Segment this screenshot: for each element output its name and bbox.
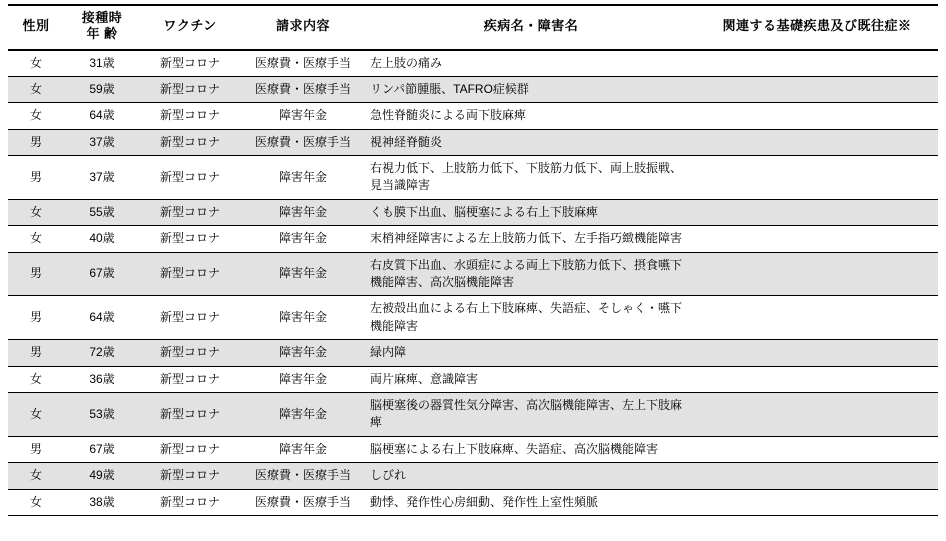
cell-disease: 左被殻出血による右上下肢麻痺、失語症、そしゃく・嚥下機能障害: [366, 296, 696, 340]
cell-claim: 障害年金: [240, 156, 366, 200]
cell-disease: しびれ: [366, 463, 696, 489]
table-row: [8, 199, 938, 225]
column-header-age-line2: 年 齢: [86, 26, 118, 42]
cell-underlying: [696, 436, 938, 462]
cell-disease: 視神経脊髄炎: [366, 129, 696, 155]
cell-sex: 男: [8, 296, 64, 340]
cell-claim: 障害年金: [240, 436, 366, 462]
cell-underlying: [696, 340, 938, 366]
cell-sex: 女: [8, 103, 64, 129]
column-header-vaccine: ワクチン: [140, 5, 240, 50]
table-row: [8, 252, 938, 296]
cell-age: 31歳: [64, 50, 140, 77]
table-row: [8, 50, 938, 77]
cell-underlying: [696, 252, 938, 296]
cell-claim: 医療費・医療手当: [240, 76, 366, 102]
cell-claim: 医療費・医療手当: [240, 463, 366, 489]
cell-sex: 女: [8, 489, 64, 515]
table-row: [8, 226, 938, 252]
column-header-sex: 性別: [8, 5, 64, 50]
cell-age: 37歳: [64, 156, 140, 200]
cell-age: 72歳: [64, 340, 140, 366]
cell-disease: くも膜下出血、脳梗塞による右上下肢麻痺: [366, 199, 696, 225]
cell-claim: 医療費・医療手当: [240, 489, 366, 515]
cell-vaccine: 新型コロナ: [140, 489, 240, 515]
cell-vaccine: 新型コロナ: [140, 226, 240, 252]
cell-vaccine: 新型コロナ: [140, 463, 240, 489]
cell-vaccine: 新型コロナ: [140, 340, 240, 366]
cell-vaccine: 新型コロナ: [140, 103, 240, 129]
cell-claim: 障害年金: [240, 296, 366, 340]
table-body: [8, 50, 938, 516]
cell-underlying: [696, 76, 938, 102]
cell-vaccine: 新型コロナ: [140, 252, 240, 296]
table-row: [8, 366, 938, 392]
cell-underlying: [696, 296, 938, 340]
cell-claim: 障害年金: [240, 340, 366, 366]
cell-sex: 男: [8, 436, 64, 462]
table-row: [8, 296, 938, 340]
cell-disease: 急性脊髄炎による両下肢麻痺: [366, 103, 696, 129]
cell-sex: 男: [8, 252, 64, 296]
cell-underlying: [696, 226, 938, 252]
cell-disease: 末梢神経障害による左上肢筋力低下、左手指巧緻機能障害: [366, 226, 696, 252]
cell-age: 40歳: [64, 226, 140, 252]
cell-sex: 女: [8, 226, 64, 252]
table-row: [8, 129, 938, 155]
cell-underlying: [696, 156, 938, 200]
table-header: [8, 5, 938, 50]
cell-disease: 動悸、発作性心房細動、発作性上室性頻脈: [366, 489, 696, 515]
cell-disease: 左上肢の痛み: [366, 50, 696, 77]
cell-age: 49歳: [64, 463, 140, 489]
cell-claim: 障害年金: [240, 103, 366, 129]
table-row: [8, 76, 938, 102]
cell-age: 55歳: [64, 199, 140, 225]
document-page: [0, 4, 946, 541]
cell-age: 64歳: [64, 103, 140, 129]
cell-vaccine: 新型コロナ: [140, 366, 240, 392]
cell-sex: 女: [8, 50, 64, 77]
table-row: [8, 463, 938, 489]
column-header-age: [64, 5, 140, 50]
table-row: [8, 103, 938, 129]
cell-underlying: [696, 463, 938, 489]
cell-claim: 医療費・医療手当: [240, 50, 366, 77]
cell-vaccine: 新型コロナ: [140, 296, 240, 340]
cell-age: 53歳: [64, 392, 140, 436]
table-row: [8, 156, 938, 200]
cell-claim: 障害年金: [240, 226, 366, 252]
cell-vaccine: 新型コロナ: [140, 76, 240, 102]
cell-disease: 右視力低下、上肢筋力低下、下肢筋力低下、両上肢振戦、見当識障害: [366, 156, 696, 200]
cell-vaccine: 新型コロナ: [140, 199, 240, 225]
cell-underlying: [696, 129, 938, 155]
cell-underlying: [696, 103, 938, 129]
cell-age: 67歳: [64, 436, 140, 462]
cell-vaccine: 新型コロナ: [140, 129, 240, 155]
cell-claim: 医療費・医療手当: [240, 129, 366, 155]
cell-sex: 男: [8, 129, 64, 155]
table-row: [8, 436, 938, 462]
cell-sex: 女: [8, 392, 64, 436]
table-row: [8, 392, 938, 436]
cell-underlying: [696, 366, 938, 392]
cell-vaccine: 新型コロナ: [140, 50, 240, 77]
cell-underlying: [696, 392, 938, 436]
column-header-age-line1: 接種時: [81, 10, 123, 25]
cell-sex: 女: [8, 366, 64, 392]
claims-table: [8, 4, 938, 516]
cell-underlying: [696, 199, 938, 225]
cell-disease: 右皮質下出血、水頭症による両上下肢筋力低下、摂食嚥下機能障害、高次脳機能障害: [366, 252, 696, 296]
cell-age: 67歳: [64, 252, 140, 296]
cell-age: 38歳: [64, 489, 140, 515]
cell-claim: 障害年金: [240, 199, 366, 225]
cell-underlying: [696, 50, 938, 77]
cell-vaccine: 新型コロナ: [140, 392, 240, 436]
cell-sex: 男: [8, 156, 64, 200]
cell-disease: 脳梗塞後の器質性気分障害、高次脳機能障害、左上下肢麻痺: [366, 392, 696, 436]
cell-age: 64歳: [64, 296, 140, 340]
cell-age: 36歳: [64, 366, 140, 392]
table-row: [8, 340, 938, 366]
column-header-disease: 疾病名・障害名: [366, 5, 696, 50]
cell-claim: 障害年金: [240, 366, 366, 392]
cell-sex: 女: [8, 76, 64, 102]
cell-claim: 障害年金: [240, 392, 366, 436]
cell-disease: リンパ節腫脹、TAFRO症候群: [366, 76, 696, 102]
column-header-underlying: 関連する基礎疾患及び既往症※: [696, 5, 938, 50]
cell-disease: 緑内障: [366, 340, 696, 366]
cell-claim: 障害年金: [240, 252, 366, 296]
header-row: [8, 5, 938, 50]
cell-sex: 女: [8, 199, 64, 225]
cell-age: 59歳: [64, 76, 140, 102]
column-header-claim: 請求内容: [240, 5, 366, 50]
cell-disease: 両片麻痺、意識障害: [366, 366, 696, 392]
cell-age: 37歳: [64, 129, 140, 155]
cell-disease: 脳梗塞による右上下肢麻痺、失語症、高次脳機能障害: [366, 436, 696, 462]
cell-underlying: [696, 489, 938, 515]
cell-vaccine: 新型コロナ: [140, 156, 240, 200]
cell-sex: 女: [8, 463, 64, 489]
table-row: [8, 489, 938, 515]
cell-sex: 男: [8, 340, 64, 366]
cell-vaccine: 新型コロナ: [140, 436, 240, 462]
